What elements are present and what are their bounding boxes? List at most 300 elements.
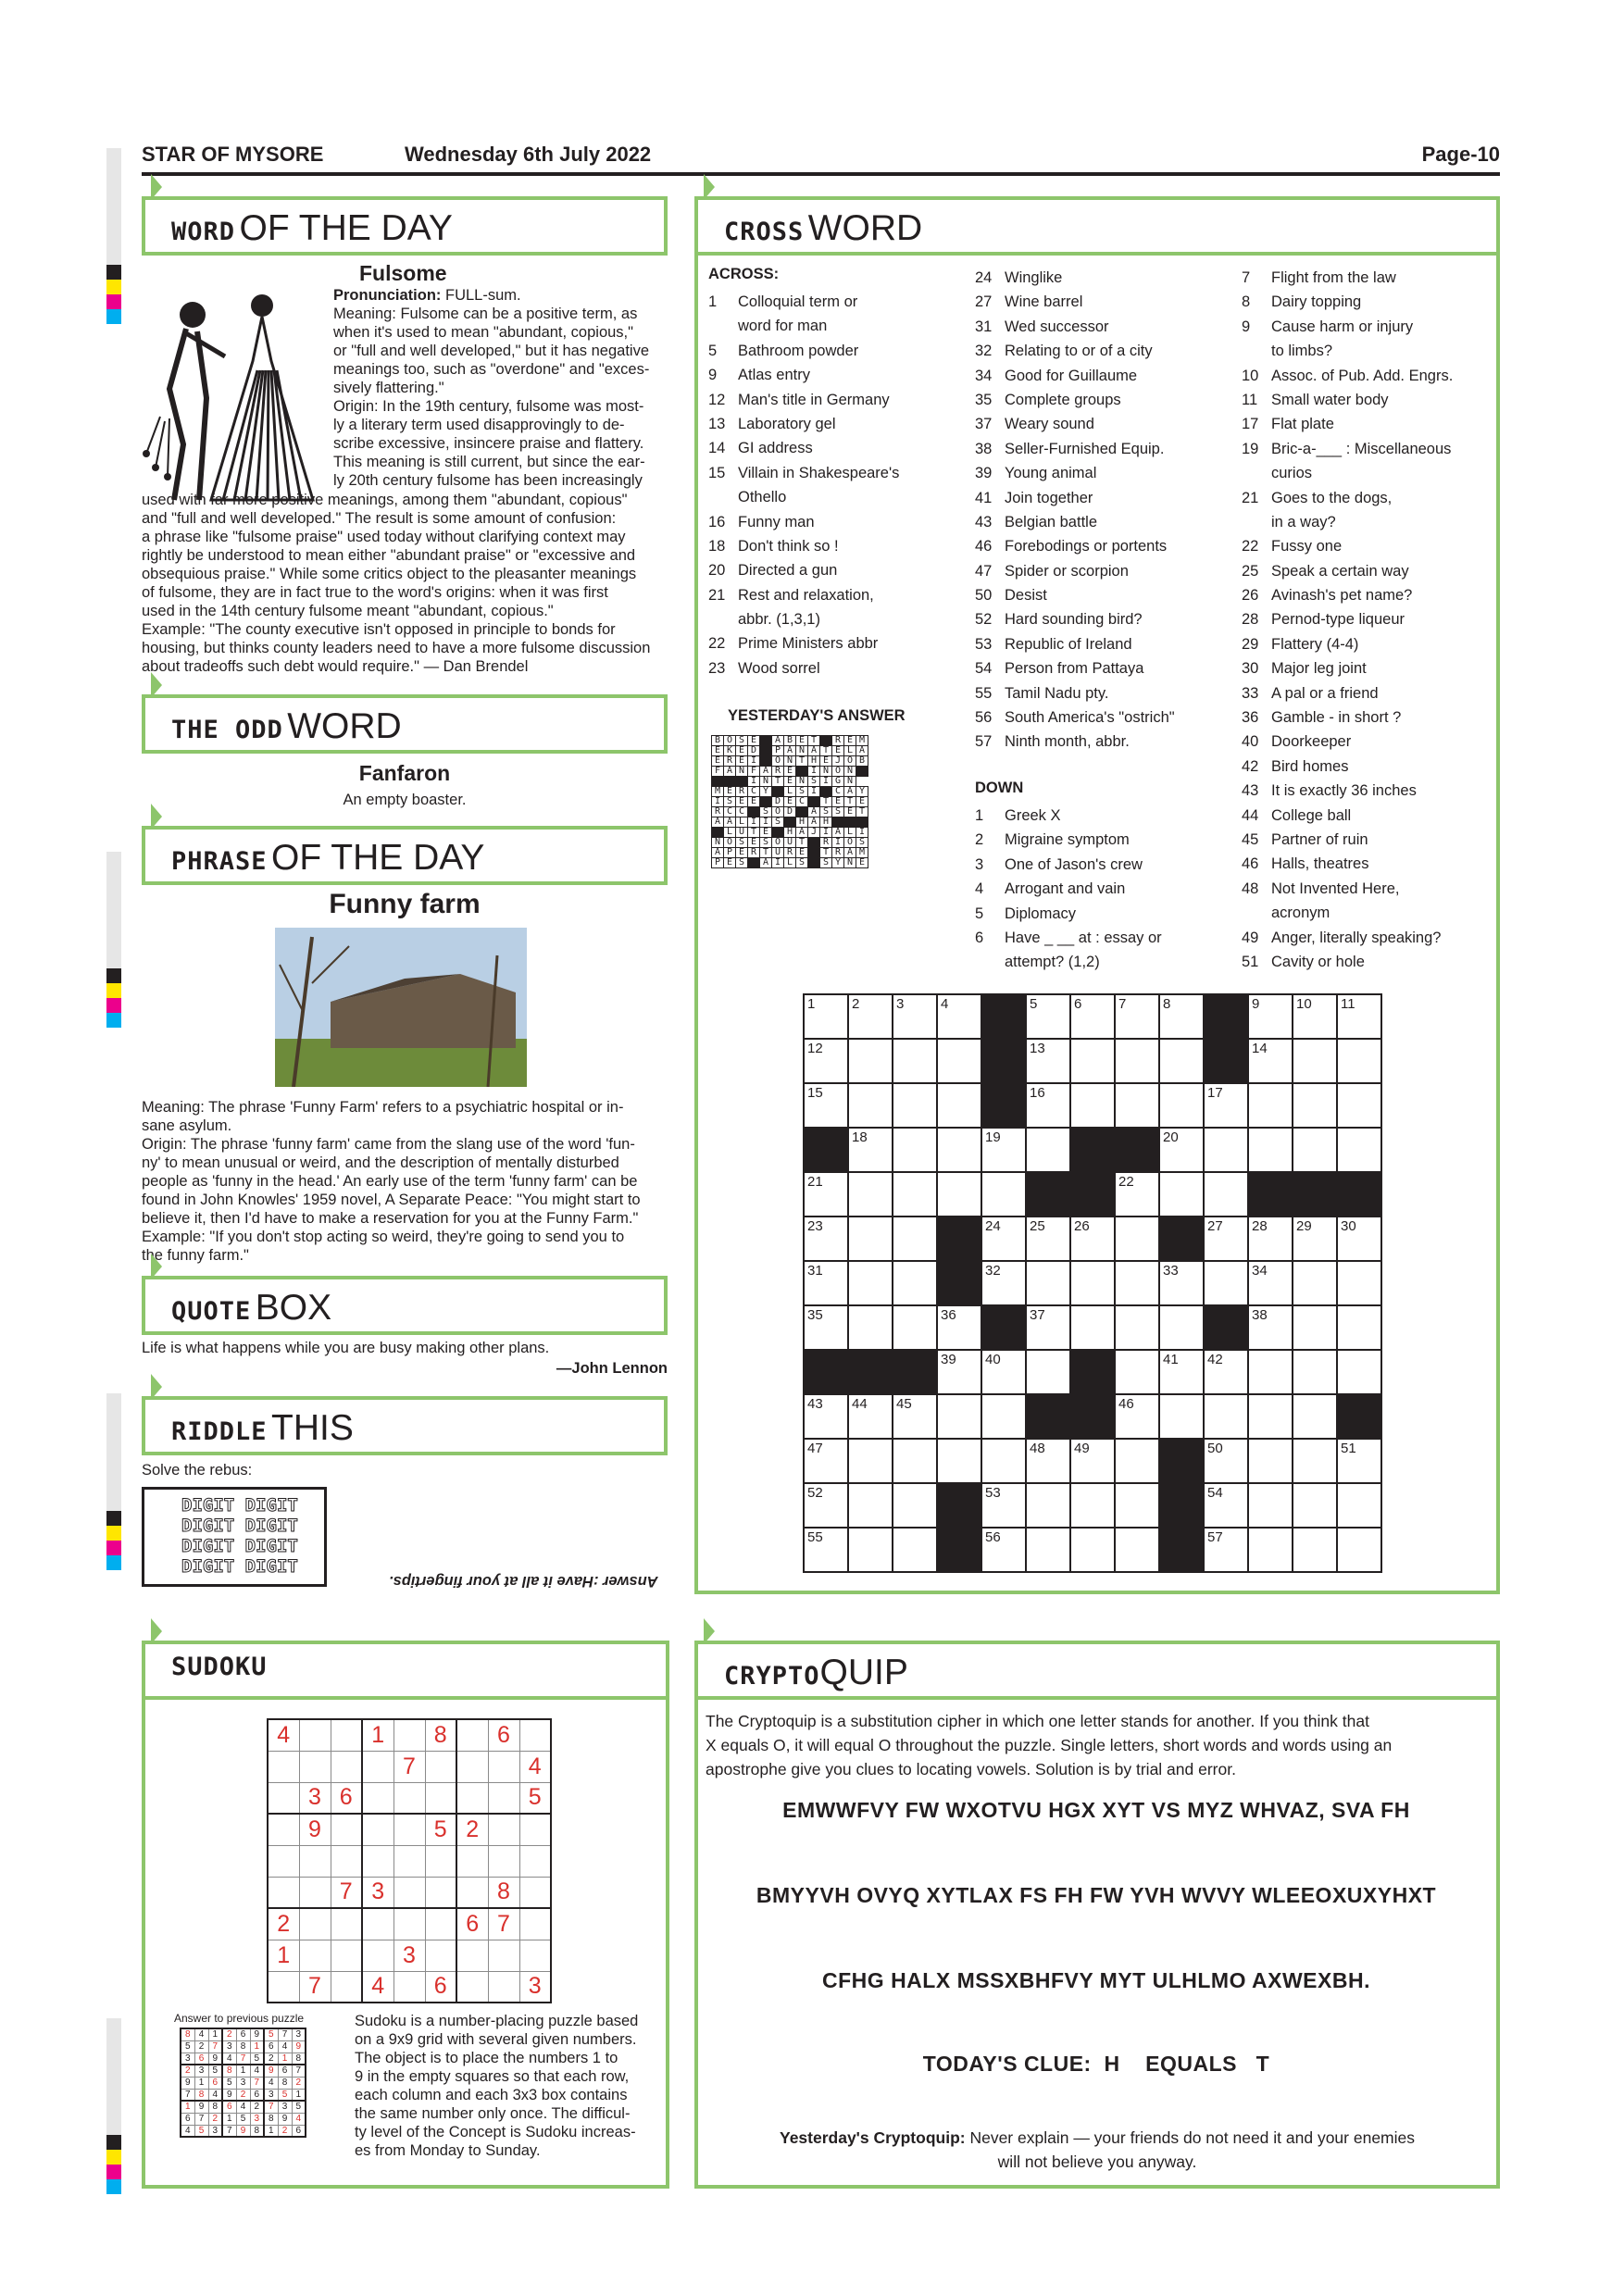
crossword-cell[interactable]: 44 <box>848 1394 893 1439</box>
crossword-cell[interactable]: 1 <box>804 994 848 1039</box>
crossword-cell[interactable]: 23 <box>804 1217 848 1261</box>
crossword-cell[interactable]: 15 <box>804 1083 848 1128</box>
crossword-cell[interactable] <box>1026 1528 1070 1572</box>
crossword-cell[interactable]: 26 <box>1070 1217 1115 1261</box>
answer-cell: A <box>808 746 820 756</box>
title-bold: PHRASE <box>171 847 268 876</box>
prev-sudoku-cell: 3 <box>236 2077 250 2089</box>
crossword-cell[interactable] <box>937 1394 981 1439</box>
crossword-cell[interactable] <box>1115 1261 1159 1305</box>
clue-text: Relating to or of a city <box>1005 343 1153 360</box>
crossword-cell[interactable]: 4 <box>937 994 981 1039</box>
crossword-cell[interactable]: 19 <box>981 1128 1026 1172</box>
crossword-cell[interactable] <box>1293 1439 1337 1483</box>
clue-number: 2 <box>975 831 984 849</box>
crossword-cell[interactable]: 16 <box>1026 1083 1070 1128</box>
clue-number: 55 <box>975 684 993 702</box>
reg-cyan <box>106 1013 121 1028</box>
crossword-cell[interactable] <box>1070 1483 1115 1528</box>
crossword-cell[interactable] <box>937 1128 981 1172</box>
prev-sudoku-cell: 6 <box>278 2065 292 2077</box>
clue-number: 28 <box>1242 611 1259 629</box>
answer-cell: S <box>760 838 772 848</box>
clue-item <box>708 461 940 485</box>
crossword-cell[interactable] <box>937 1439 981 1483</box>
crossword-cell[interactable]: 31 <box>804 1261 848 1305</box>
crossword-cell[interactable] <box>848 1083 893 1128</box>
clue-text: Complete groups <box>1005 391 1121 408</box>
clue-text: Diplomacy <box>1005 905 1077 922</box>
prev-sudoku-cell: 3 <box>250 2113 264 2125</box>
crossword-cell[interactable] <box>1115 1528 1159 1572</box>
clue-number: 33 <box>1242 684 1259 702</box>
crossword-cell[interactable] <box>1293 1083 1337 1128</box>
clue-text: Tamil Nadu pty. <box>1005 684 1109 702</box>
black-cell <box>1070 1172 1115 1217</box>
crossword-cell[interactable] <box>1248 1483 1293 1528</box>
sudoku-cell[interactable] <box>362 1940 394 1971</box>
crossword-cell[interactable]: 6 <box>1070 994 1115 1039</box>
crossword-cell[interactable] <box>893 1083 937 1128</box>
answer-cell: N <box>820 767 832 777</box>
crossword-cell[interactable]: 20 <box>1159 1128 1204 1172</box>
sudoku-cell[interactable] <box>299 1845 331 1877</box>
crossword-cell[interactable] <box>1115 1305 1159 1350</box>
sudoku-cell[interactable] <box>394 1782 425 1814</box>
crossword-cell[interactable] <box>1293 1394 1337 1439</box>
crossword-cell[interactable] <box>1070 1039 1115 1083</box>
sudoku-cell: 3 <box>394 1940 425 1971</box>
crossword-cell[interactable] <box>1248 1128 1293 1172</box>
crossword-cell[interactable] <box>1070 1528 1115 1572</box>
clue-number: 14 <box>708 440 726 457</box>
sudoku-cell[interactable] <box>268 1814 299 1845</box>
reg-black <box>106 1511 121 1526</box>
black-cell <box>820 736 832 746</box>
sudoku-cell[interactable] <box>299 1908 331 1940</box>
crossword-cell[interactable]: 13 <box>1026 1039 1070 1083</box>
crossword-cell[interactable]: 46 <box>1115 1394 1159 1439</box>
clue-number: 54 <box>975 660 993 678</box>
sudoku-cell: 3 <box>299 1782 331 1814</box>
crossword-cell[interactable]: 48 <box>1026 1439 1070 1483</box>
sudoku-cell[interactable] <box>394 1877 425 1908</box>
answer-cell: P <box>772 746 784 756</box>
word-headword: Fulsome <box>359 261 447 285</box>
crossword-cell[interactable] <box>1337 1305 1381 1350</box>
black-cell <box>1159 1439 1204 1483</box>
clue-item <box>1242 632 1492 656</box>
sudoku-cell[interactable] <box>519 1877 551 1908</box>
crossword-cell[interactable]: 42 <box>1204 1350 1248 1394</box>
answer-cell: T <box>772 777 784 787</box>
crossword-cell[interactable]: 24 <box>981 1217 1026 1261</box>
sudoku-cell[interactable] <box>425 1877 456 1908</box>
sudoku-cell: 7 <box>299 1971 331 2003</box>
sudoku-cell[interactable] <box>362 1782 394 1814</box>
black-cell <box>844 817 856 828</box>
crossword-cell[interactable] <box>893 1528 937 1572</box>
sudoku-cell[interactable] <box>362 1845 394 1877</box>
answer-cell: E <box>856 858 868 868</box>
crossword-cell[interactable]: 47 <box>804 1439 848 1483</box>
sudoku-cell[interactable] <box>299 1719 331 1751</box>
crossword-cell[interactable]: 39 <box>937 1350 981 1394</box>
crossword-cell[interactable]: 50 <box>1204 1439 1248 1483</box>
crossword-cell[interactable] <box>848 1528 893 1572</box>
crossword-cell[interactable] <box>1293 1350 1337 1394</box>
crossword-cell[interactable]: 32 <box>981 1261 1026 1305</box>
crossword-cell[interactable] <box>1293 1483 1337 1528</box>
crossword-cell[interactable] <box>1159 1305 1204 1350</box>
crossword-cell[interactable] <box>1293 1261 1337 1305</box>
clue-text: to limbs? <box>1271 343 1333 360</box>
answer-cell: B <box>712 736 724 746</box>
sudoku-cell[interactable] <box>331 1908 362 1940</box>
crossword-cell[interactable] <box>893 1128 937 1172</box>
answer-cell: E <box>748 736 760 746</box>
crossword-cell[interactable] <box>1337 1128 1381 1172</box>
sudoku-cell[interactable] <box>268 1782 299 1814</box>
crossword-cell[interactable] <box>1293 1039 1337 1083</box>
text-line: found in John Knowles' 1959 novel, A Separate Peace: "You might start to <box>142 1192 641 1208</box>
crossword-cell[interactable]: 18 <box>848 1128 893 1172</box>
sudoku-cell[interactable] <box>268 1751 299 1782</box>
prev-sudoku-cell: 5 <box>194 2125 208 2137</box>
crossword-cell[interactable]: 22 <box>1115 1172 1159 1217</box>
answer-cell: E <box>832 746 844 756</box>
sudoku-cell[interactable] <box>331 1845 362 1877</box>
sudoku-cell[interactable] <box>394 1908 425 1940</box>
clue-text: A pal or a friend <box>1271 684 1379 702</box>
crossword-cell[interactable] <box>1337 1483 1381 1528</box>
clue-number: 44 <box>1242 806 1259 824</box>
crossword-cell[interactable]: 3 <box>893 994 937 1039</box>
reg-yellow <box>106 2150 121 2165</box>
answer-cell: I <box>832 838 844 848</box>
crossword-cell[interactable]: 57 <box>1204 1528 1248 1572</box>
sudoku-cell[interactable] <box>519 1719 551 1751</box>
answer-cell: S <box>796 787 808 797</box>
sudoku-cell: 8 <box>425 1719 456 1751</box>
sudoku-cell[interactable] <box>331 1814 362 1845</box>
crossword-cell[interactable]: 28 <box>1248 1217 1293 1261</box>
crossword-cell[interactable] <box>848 1305 893 1350</box>
crossword-cell[interactable] <box>1115 1217 1159 1261</box>
crossword-cell[interactable] <box>848 1217 893 1261</box>
black-cell <box>1026 1172 1070 1217</box>
sudoku-cell[interactable] <box>394 1845 425 1877</box>
sudoku-cell[interactable] <box>331 1719 362 1751</box>
sudoku-cell[interactable] <box>425 1845 456 1877</box>
crossword-cell[interactable]: 53 <box>981 1483 1026 1528</box>
crossword-cell[interactable] <box>1159 1172 1204 1217</box>
crossword-cell[interactable] <box>1248 1350 1293 1394</box>
crossword-cell[interactable] <box>1204 1172 1248 1217</box>
answer-cell: I <box>808 787 820 797</box>
crossword-cell[interactable] <box>1159 1039 1204 1083</box>
crossword-cell[interactable] <box>1337 1261 1381 1305</box>
crossword-cell[interactable] <box>1026 1128 1070 1172</box>
sudoku-cell[interactable] <box>331 1971 362 2003</box>
prev-sudoku-cell: 8 <box>264 2113 278 2125</box>
crossword-cell[interactable]: 54 <box>1204 1483 1248 1528</box>
crossword-cell[interactable]: 49 <box>1070 1439 1115 1483</box>
crossword-cell[interactable] <box>1293 1528 1337 1572</box>
sudoku-cell[interactable] <box>299 1751 331 1782</box>
crossword-cell[interactable]: 40 <box>981 1350 1026 1394</box>
answer-cell: N <box>796 746 808 756</box>
crossword-cell[interactable]: 12 <box>804 1039 848 1083</box>
sudoku-cell[interactable] <box>331 1940 362 1971</box>
crossword-cell[interactable]: 17 <box>1204 1083 1248 1128</box>
answer-cell: I <box>820 828 832 838</box>
clue-item <box>1242 852 1492 876</box>
clue-number: 48 <box>1242 880 1259 897</box>
crossword-cell[interactable] <box>848 1483 893 1528</box>
crossword-cell[interactable] <box>893 1305 937 1350</box>
sudoku-cell[interactable] <box>456 1971 488 2003</box>
black-cell <box>804 1128 848 1172</box>
crossword-cell[interactable] <box>1115 1439 1159 1483</box>
prev-sudoku-cell: 2 <box>278 2125 292 2137</box>
clue-text: attempt? (1,2) <box>1005 954 1100 971</box>
crossword-cell[interactable]: 7 <box>1115 994 1159 1039</box>
clue-text: GI address <box>738 440 813 457</box>
prev-sudoku-cell: 1 <box>292 2089 306 2101</box>
crossword-cell[interactable] <box>1204 1261 1248 1305</box>
crossword-cell[interactable] <box>1337 1350 1381 1394</box>
crossword-cell[interactable] <box>1115 1350 1159 1394</box>
prev-sudoku-cell: 3 <box>292 2028 306 2040</box>
answer-cell: D <box>784 807 796 817</box>
crossword-cell[interactable] <box>893 1217 937 1261</box>
black-cell <box>736 777 748 787</box>
crossword-cell[interactable] <box>1115 1039 1159 1083</box>
clue-text: One of Jason's crew <box>1005 855 1143 873</box>
answer-cell: S <box>796 858 808 868</box>
sudoku-cell[interactable] <box>394 1719 425 1751</box>
crossword-cell[interactable]: 34 <box>1248 1261 1293 1305</box>
crossword-cell[interactable] <box>937 1039 981 1083</box>
crossword-cell[interactable] <box>1026 1483 1070 1528</box>
clue-number: 15 <box>708 464 726 481</box>
answer-cell: H <box>808 756 820 767</box>
crossword-cell[interactable] <box>1293 1305 1337 1350</box>
cipher-line: CFHG HALX MSSXBHFVY MYT ULHLMO AXWEXBH. <box>822 1968 1370 1992</box>
clue-item <box>975 656 1216 680</box>
crossword-cell[interactable]: 5 <box>1026 994 1070 1039</box>
crossword-cell[interactable] <box>1204 1128 1248 1172</box>
prev-sudoku-cell: 1 <box>278 2053 292 2065</box>
sudoku-cell[interactable] <box>268 1971 299 2003</box>
crossword-cell[interactable] <box>981 1394 1026 1439</box>
sudoku-cell[interactable] <box>488 1751 519 1782</box>
crossword-cell[interactable] <box>1115 1483 1159 1528</box>
crossword-cell[interactable] <box>1159 1083 1204 1128</box>
crossword-cell[interactable] <box>893 1439 937 1483</box>
crossword-cell[interactable]: 10 <box>1293 994 1337 1039</box>
crossword-cell[interactable] <box>1248 1528 1293 1572</box>
crossword-cell[interactable]: 41 <box>1159 1350 1204 1394</box>
title-light: BOX <box>255 1288 332 1328</box>
sudoku-cell[interactable] <box>425 1751 456 1782</box>
prev-sudoku-cell: 5 <box>208 2065 222 2077</box>
crossword-cell[interactable] <box>848 1172 893 1217</box>
sudoku-cell[interactable] <box>299 1940 331 1971</box>
crossword-cell[interactable] <box>1115 1083 1159 1128</box>
crossword-cell[interactable]: 51 <box>1337 1439 1381 1483</box>
sudoku-cell[interactable] <box>456 1845 488 1877</box>
crossword-cell[interactable]: 43 <box>804 1394 848 1439</box>
crossword-cell[interactable] <box>1337 1083 1381 1128</box>
sudoku-cell[interactable] <box>331 1751 362 1782</box>
sudoku-cell[interactable] <box>425 1940 456 1971</box>
sudoku-cell[interactable] <box>519 1814 551 1845</box>
clue-text: Laboratory gel <box>738 415 836 432</box>
sudoku-cell[interactable] <box>362 1908 394 1940</box>
crossword-cell[interactable] <box>937 1172 981 1217</box>
answer-cell: I <box>748 756 760 767</box>
crossword-cell[interactable]: 8 <box>1159 994 1204 1039</box>
answer-cell: L <box>844 746 856 756</box>
clue-number: 27 <box>975 293 993 311</box>
yesterday-cryptoquip <box>694 2126 1500 2174</box>
clue-item <box>975 290 1216 314</box>
clue-item <box>708 558 940 582</box>
sudoku-cell[interactable] <box>362 1814 394 1845</box>
crossword-cell[interactable]: 52 <box>804 1483 848 1528</box>
prev-sudoku-cell: 2 <box>236 2089 250 2101</box>
black-cell <box>893 1350 937 1394</box>
crossword-cell[interactable] <box>1070 1305 1115 1350</box>
crossword-cell[interactable] <box>1204 1394 1248 1439</box>
clue-item <box>975 804 1216 828</box>
answer-cell: O <box>772 756 784 767</box>
answer-cell: E <box>784 777 796 787</box>
prev-sudoku-cell: 1 <box>208 2028 222 2040</box>
crossword-cell[interactable]: 29 <box>1293 1217 1337 1261</box>
crossword-cell[interactable] <box>1248 1083 1293 1128</box>
sudoku-cell[interactable] <box>456 1877 488 1908</box>
crossword-cell[interactable] <box>1026 1350 1070 1394</box>
crossword-cell[interactable] <box>1070 1083 1115 1128</box>
sudoku-cell[interactable] <box>488 1814 519 1845</box>
crossword-cell[interactable] <box>1293 1128 1337 1172</box>
crossword-cell[interactable] <box>937 1083 981 1128</box>
prev-sudoku-cell: 2 <box>222 2028 236 2040</box>
text-line: ty level of the Concept is Sudoku increas- <box>355 2124 636 2140</box>
sudoku-cell[interactable] <box>456 1751 488 1782</box>
crossword-cell[interactable] <box>1337 1039 1381 1083</box>
crossword-cell[interactable]: 38 <box>1248 1305 1293 1350</box>
crossword-cell[interactable]: 45 <box>893 1394 937 1439</box>
answer-cell: S <box>772 817 784 828</box>
crossword-cell[interactable]: 25 <box>1026 1217 1070 1261</box>
dancing-couple-illustration <box>142 278 327 509</box>
crossword-cell[interactable]: 56 <box>981 1528 1026 1572</box>
sudoku-cell[interactable] <box>268 1877 299 1908</box>
crossword-cell[interactable] <box>1248 1394 1293 1439</box>
crossword-cell[interactable]: 2 <box>848 994 893 1039</box>
crossword-cell[interactable]: 14 <box>1248 1039 1293 1083</box>
crossword-cell[interactable]: 30 <box>1337 1217 1381 1261</box>
crossword-cell[interactable] <box>848 1439 893 1483</box>
crossword-cell[interactable]: 9 <box>1248 994 1293 1039</box>
crossword-cell[interactable]: 36 <box>937 1305 981 1350</box>
reg-black <box>106 968 121 983</box>
crossword-cell[interactable]: 35 <box>804 1305 848 1350</box>
crossword-cell[interactable]: 37 <box>1026 1305 1070 1350</box>
answer-cell: A <box>760 858 772 868</box>
prev-sudoku-cell: 9 <box>278 2113 292 2125</box>
crossword-cell[interactable]: 55 <box>804 1528 848 1572</box>
word-definition-full <box>142 491 668 676</box>
sudoku-cell[interactable] <box>425 1908 456 1940</box>
clue-text: Desist <box>1005 587 1047 605</box>
crossword-cell[interactable] <box>1337 1528 1381 1572</box>
crossword-cell[interactable]: 21 <box>804 1172 848 1217</box>
clue-text: word for man <box>738 318 828 335</box>
sudoku-cell[interactable] <box>519 1845 551 1877</box>
black-cell <box>760 746 772 756</box>
sudoku-cell[interactable] <box>488 1845 519 1877</box>
prev-sudoku-cell: 9 <box>264 2065 278 2077</box>
crossword-cell[interactable] <box>1248 1439 1293 1483</box>
answer-cell: E <box>712 746 724 756</box>
crossword-cell[interactable] <box>981 1439 1026 1483</box>
answer-cell: T <box>856 807 868 817</box>
sudoku-cell[interactable] <box>394 1814 425 1845</box>
sudoku-cell[interactable] <box>519 1940 551 1971</box>
crossword-cell[interactable] <box>848 1039 893 1083</box>
sudoku-cell[interactable] <box>519 1908 551 1940</box>
sudoku-cell[interactable] <box>394 1971 425 2003</box>
crossword-cell[interactable] <box>1070 1261 1115 1305</box>
crossword-cell[interactable] <box>848 1261 893 1305</box>
sudoku-cell[interactable] <box>299 1877 331 1908</box>
sudoku-cell[interactable] <box>456 1782 488 1814</box>
title-light: OF THE DAY <box>271 838 485 878</box>
sudoku-cell[interactable] <box>488 1940 519 1971</box>
sudoku-cell[interactable] <box>425 1782 456 1814</box>
crossword-cell[interactable] <box>893 1039 937 1083</box>
crossword-cell[interactable]: 33 <box>1159 1261 1204 1305</box>
black-cell <box>804 1350 848 1394</box>
crossword-cell[interactable]: 27 <box>1204 1217 1248 1261</box>
clue-number: 3 <box>975 855 984 873</box>
sudoku-cell[interactable] <box>268 1845 299 1877</box>
crossword-cell[interactable]: 11 <box>1337 994 1381 1039</box>
crossword-cell[interactable] <box>893 1483 937 1528</box>
sudoku-cell[interactable] <box>456 1719 488 1751</box>
crossword-cell[interactable] <box>893 1261 937 1305</box>
answer-cell: F <box>748 767 760 777</box>
clue-number: 1 <box>708 293 718 310</box>
sudoku-cell[interactable] <box>488 1782 519 1814</box>
text-line: people as 'funny in the head.' An early use of the term 'funny farm' can be <box>142 1173 638 1190</box>
clue-number: 8 <box>1242 293 1251 311</box>
crossword-cell[interactable] <box>893 1172 937 1217</box>
sudoku-cell[interactable] <box>488 1971 519 2003</box>
crossword-cell[interactable] <box>1026 1261 1070 1305</box>
riddle-title <box>142 1396 668 1455</box>
sudoku-cell[interactable] <box>362 1751 394 1782</box>
crossword-cell[interactable] <box>981 1172 1026 1217</box>
answer-cell: R <box>832 848 844 858</box>
sudoku-cell[interactable] <box>456 1940 488 1971</box>
crossword-cell[interactable] <box>1159 1394 1204 1439</box>
